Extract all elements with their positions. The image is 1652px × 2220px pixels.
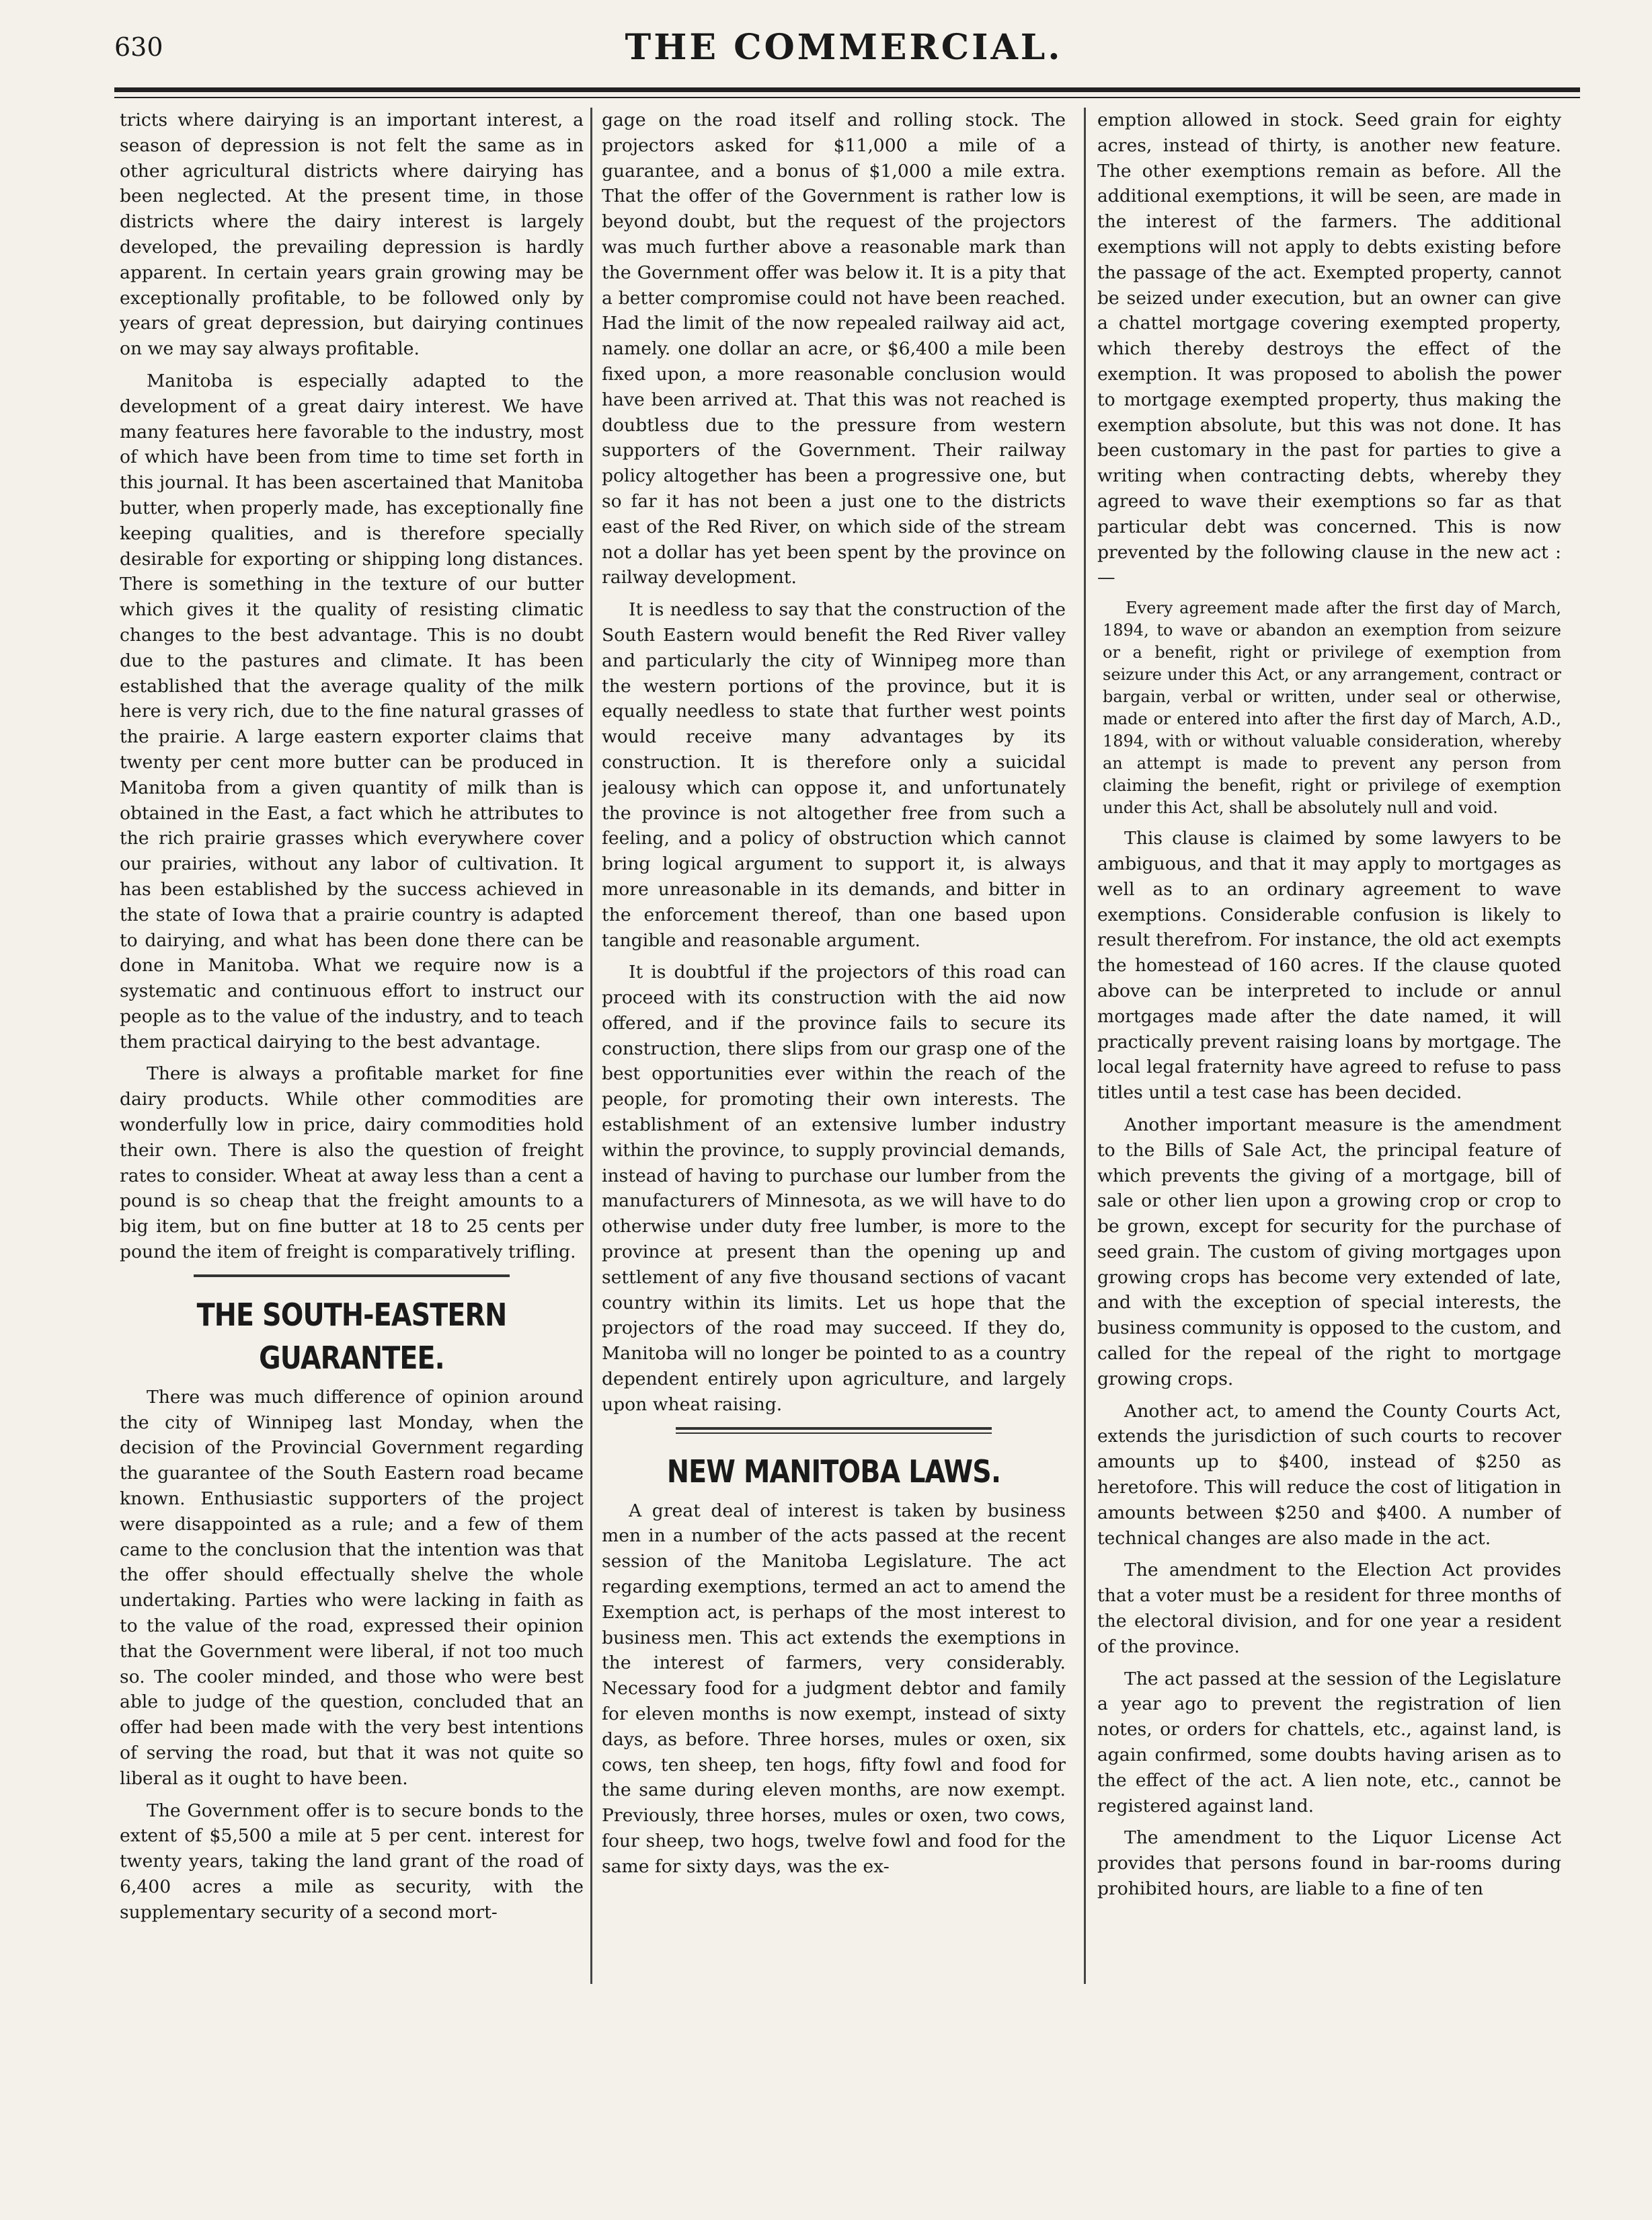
paragraph: Manitoba is especially adapted to the development of a great dairy interest. We have many features here favorable to the industry, most of which have been from time to time set forth in this journal. It has been ascertained that Manitoba butter, when properly made, has exceptionally fine keeping qualities, and is therefore specially desirable for exporting or shipping long distances. There is something in the texture of our butter which gives it the quality of resisting climatic changes to the best advantage. This is no doubt due to the pastures and climate. It has been established that the average quality of the milk here is very rich, due to the fine natural grasses of the prairie. A large eastern exporter claims that twenty per cent more butter can be produced in Manitoba from a given quantity of milk than is obtained in the East, a fact which he attributes to the rich prairie grasses which everywhere cover our prairies, without any labor of cultivation. It has been established by the success achieved in the state of Iowa that a prairie country is adapted to dairying, and what has been done there can be done in Manitoba. What we require now is a systematic and continuous effort to instruct our people as to the value of the industry, and to teach them practical dairying to the best advantage. [120, 370, 584, 1052]
quoted-clause: Every agreement made after the first day of March, 1894, to wave or abandon an exemption from seizure or a benefit, right or privilege of exemption from seizure under this Act, or any arrangement, contract or bargain, verbal or written, under seal or otherwise, made or entered into after the first day of March, A.D., 1894, with or without valuable consideration, whereby an attempt is made to prevent any person from claiming the benefit, right or privilege of exemption under this Act, shall be absolutely null and void. [1103, 599, 1561, 818]
paragraph: It is doubtful if the projectors of this road can proceed with its construction with the aid now offered, and if the province fails to secure its construction, there slips from our grasp one of the best opportunities ever within the reach of the people, for promoting their own interests. The establishment of an extensive lumber industry within the province, to supply provincial demands, instead of having to purchase our lumber from the manufacturers of Minnesota, as we will have to do otherwise under duty free lumber, is more to the province at present than the opening up and settlement of any five thousand sections of vacant country within its limits. Let us hope that the projectors of the road may succeed. If they do, Manitoba will no longer be pointed to as a country dependent entirely upon agriculture, and largely upon wheat raising. [602, 962, 1066, 1415]
header-rule-thin [114, 97, 1580, 98]
paragraph: The act passed at the session of the Legislature a year ago to prevent the registration of lien notes, or orders for chattels, etc., against land, is again confirmed, some doubts having arisen as to the effect of the act. A lien note, etc., cannot be registered against land. [1097, 1668, 1561, 1816]
paragraph: This clause is claimed by some lawyers to be ambiguous, and that it may apply to mortgages as well as to an ordinary agreement to wave exemptions. Considerable confusion is likely to result therefrom. For instance, the old act exempts the homestead of 160 acres. If the clause quoted above can be interpreted to include or annul mortgages made after the date named, it will practically prevent raising loans by mortgage. The local legal fraternity have agreed to refuse to pass titles until a test case has been decided. [1097, 828, 1561, 1104]
article-heading: THE SOUTH-EASTERN GUARANTEE. [196, 1296, 507, 1376]
column-2 [602, 108, 1066, 2159]
column-divider-1 [590, 108, 592, 1984]
paragraph: Another act, to amend the County Courts Act, extends the jurisdiction of such courts to recover amounts up to $400, instead of $250 as heretofore. This will reduce the cost of litigation in amounts between $250 and $400. A number of technical changes are also made in the act. [1097, 1400, 1561, 1549]
header-rule-thick [114, 87, 1580, 92]
paragraph: Another important measure is the amendment to the Bills of Sale Act, the principal feature of which prevents the giving of a mortgage, bill of sale or other lien upon a growing crop or crop to be grown, except for security for the purchase of seed grain. The custom of giving mortgages upon growing crops has become very extended of late, and with the exception of special interests, the business community is opposed to the custom, and called for the repeal of the right to mortgage growing crops. [1097, 1114, 1561, 1389]
column-3 [1097, 108, 1561, 2159]
paragraph: A great deal of interest is taken by business men in a number of the acts passed at the recent session of the Manitoba Legislature. The act regarding exemptions, termed an act to amend the Exemption act, is perhaps of the most interest to business men. This act extends the exemptions in the interest of farmers, very considerably. Necessary food for a judgment debtor and family for eleven months is now exempt, instead of sixty days, as before. Three horses, mules or oxen, six cows, ten sheep, ten hogs, fifty fowl and food for the same during eleven months, are now exempt. Previously, three horses, mules or oxen, two cows, four sheep, two hogs, twelve fowl and food for the same for sixty days, was the ex- [602, 1500, 1066, 1877]
masthead-title: THE COMMERCIAL. [625, 27, 1063, 68]
paragraph: It is needless to say that the construction of the South Eastern would benefit the Red River valley and particularly the city of Winnipeg more than the western portions of the province, but it is equally needless to state that further west points would receive many advantages by its construction. It is therefore only a suicidal jealousy which can oppose it, and unfortunately the province is not altogether free from such a feeling, and a policy of obstruction which cannot bring logical argument to support it, is always more unreasonable in its demands, and bitter in the enforcement thereof, than one based upon tangible and reasonable argument. [602, 599, 1066, 951]
paragraph: gage on the road itself and rolling stock. The projectors asked for $11,000 a mile of a guarantee, and a bonus of $1,000 a mile extra. That the offer of the Government is rather low is beyond doubt, but the request of the projectors was much further above a reasonable mark than the Government offer was below it. It is a pity that a better compromise could not have been reached. Had the limit of the now repealed railway aid act, namely. one dollar an acre, or $6,400 a mile been fixed upon, a more reasonable conclusion would have been arrived at. That this was not reached is doubtless due to the pressure from western supporters of the Government. Their railway policy altogether has been a progressive one, but so far it has not been a just one to the districts east of the Red River, on which side of the stream not a dollar has yet been spent by the province on railway development. [602, 110, 1066, 588]
page-header [114, 27, 1573, 81]
paragraph: tricts where dairying is an important interest, a season of depression is not felt the same as in other agricultural districts where dairying has been neglected. At the present time, in those districts where the dairy interest is largely developed, the prevailing depression is hardly apparent. In certain years grain growing may be exceptionally profitable, to be followed only by years of great depression, but dairying continues on we may say always profitable. [120, 110, 584, 360]
section-separator [676, 1427, 992, 1430]
column-divider-2 [1084, 108, 1086, 1984]
paragraph: The Government offer is to secure bonds to the extent of $5,500 a mile at 5 per cent. interest for twenty years, taking the land grant of the road of 6,400 acres a mile as security, with the supplementary security of a second mort- [120, 1800, 584, 1923]
paragraph: emption allowed in stock. Seed grain for eighty acres, instead of thirty, is another new feature. The other exemptions remain as before. All the additional exemptions, it will be seen, are made in the interest of the farmers. The additional exemptions will not apply to debts existing before the passage of the act. Exempted property, cannot be seized under execution, but an owner can give a chattel mortgage covering exempted property, which thereby destroys the effect of the exemption. It was proposed to abolish the power to mortgage exempted property, thus making the exemption absolute, but this was not done. It has been customary in the past for parties to give a writing when contracting debts, whereby they agreed to wave their exemptions so far as that particular debt was concerned. This is now prevented by the following clause in the new act :— [1097, 110, 1561, 588]
article-heading: NEW MANITOBA LAWS. [666, 1453, 1001, 1490]
page-number: 630 [114, 32, 163, 62]
paragraph: The amendment to the Election Act provides that a voter must be a resident for three months of the electoral division, and for one year a resident of the province. [1097, 1560, 1561, 1657]
paragraph: There is always a profitable market for fine dairy products. While other commodities are wonderfully low in price, dairy commodities hold their own. There is also the question of freight rates to consider. Wheat at away less than a cent a pound is so cheap that the freight amounts to a big item, but on fine butter at 18 to 25 cents per pound the item of freight is comparatively trifling. [120, 1063, 584, 1263]
column-1 [120, 108, 584, 2159]
paragraph: The amendment to the Liquor License Act provides that persons found in bar-rooms during prohibited hours, are liable to a fine of ten [1097, 1827, 1561, 1900]
section-separator-thin [676, 1432, 992, 1434]
section-separator [194, 1274, 510, 1277]
paragraph: There was much difference of opinion around the city of Winnipeg last Monday, when the decision of the Provincial Government regarding the guarantee of the South Eastern road became known. Enthusiastic supporters of the project were disappointed as a rule; and a few of them came to the conclusion that the intention was that the offer should effectually shelve the whole undertaking. Parties who were lacking in faith as to the value of the road, expressed their opinion that the Government were liberal, if not too much so. The cooler minded, and those who were best able to judge of the question, concluded that an offer had been made with the very best intentions of serving the road, but that it was not quite so liberal as it ought to have been. [120, 1386, 584, 1789]
